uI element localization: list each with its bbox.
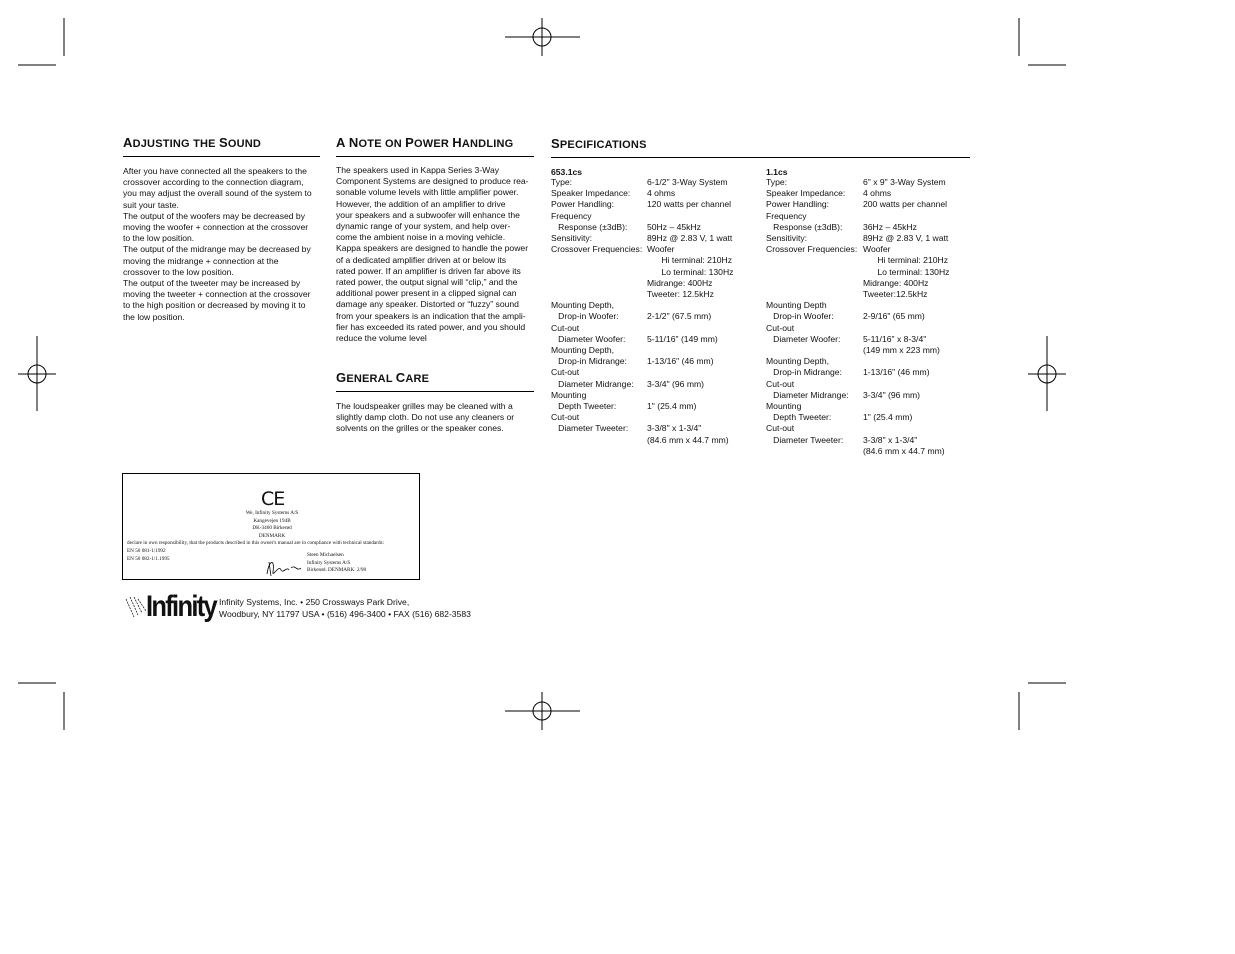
infinity-logo-mark-icon	[124, 595, 148, 621]
power-handling-body: The speakers used in Kappa Series 3-Way Component Systems are designed to produce rea- sonable volume levels with little amplifier power. However, the addition of an amplifier to drive your speakers and a subwoofer will enhance the dynamic range of your system, and help over- come the ambient noise in a moving vehicle. Kappa speakers are designed to handle the power of a dedicated amplifier driven at or below its rated power. If an amplifier is driven far above its rated power, the output signal will “clip,” and the additional power present in a clipped signal can damage any speaker. Distorted or “fuzzy” sound from your speakers is an indication that the ampli- fier has exceeded its rated power, and you should reduce the volume level	[336, 165, 529, 344]
infinity-logo: Infinity	[146, 590, 216, 623]
spec-labels-653-1cs: Type: Speaker Impedance: Power Handling: Frequency Response (±3dB): Sensitivity: Crossover Frequencies: Mounting Depth, Drop-in Woofer: Cut-out Diameter Woofer: Mounting Depth, Drop-in Midrange: Cut-out Diameter Midrange: Mounting Depth Tweeter: Cut-out Diameter Tweeter:	[551, 177, 643, 434]
registration-mark-top	[505, 18, 580, 56]
ce-mark-logo: CE	[261, 488, 285, 510]
power-handling-heading: A NOTE ON POWER HANDLING	[336, 135, 534, 157]
spec-values-653-1cs: 6-1/2" 3-Way System 4 ohms 120 watts per channel 50Hz – 45kHz 89Hz @ 2.83 V, 1 watt Woofer Hi terminal: 210Hz Lo terminal: 130Hz Midrange: 400Hz Tweeter: 12.5kHz 2-1/2" (67.5 mm) 5-11/16" (149 mm) 1-13/16" (46 mm) 3-3/4" (96 mm) 1" (25.4 mm) 3-3/8" x 1-3/4" (84.6 mm x 44.7 mm)	[647, 177, 734, 445]
spec-labels-1-1cs: Type: Speaker Impedance: Power Handling: Frequency Response (±3dB): Sensitivity: Crossover Frequencies: Mounting Depth Drop-in Woofer: Cut-out Diameter Woofer: Mounting Depth, Drop-in Midrange: Cut-out Diameter Midrange: Mounting Depth Tweeter: Cut-out Diameter Tweeter:	[766, 177, 858, 445]
adjusting-sound-heading: ADJUSTING THE SOUND	[123, 135, 320, 157]
declaration-statement: declare in own responsibility, that the products described in this owner's manual are in compliance with technical standards:	[127, 540, 385, 546]
signature-image	[263, 554, 303, 580]
registration-mark-bottom	[505, 692, 580, 730]
declaration-signatory: Steen Michaelsen Infinity Systems A/S Birkerød. DENMARK. 2/98	[307, 552, 367, 574]
spec-values-1-1cs: 6" x 9" 3-Way System 4 ohms 200 watts per channel 36Hz – 45kHz 89Hz @ 2.83 V, 1 watt Woofer Hi terminal: 210Hz Lo terminal: 130Hz Midrange: 400Hz Tweeter:12.5kHz 2-9/16" (65 mm) 5-11/16" x 8-3/4" (149 mm x 223 mm) 1-13/16" (46 mm) 3-3/4" (96 mm) 1" (25.4 mm) 3-3/8" x 1-3/4" (84.6 mm x 44.7 mm)	[863, 177, 950, 456]
registration-mark-left	[18, 336, 56, 411]
declaration-standards: EN 50 081-1/1992 EN 50 082-1/1.1995	[127, 548, 170, 562]
company-address: Infinity Systems, Inc. • 250 Crossways Park Drive, Woodbury, NY 11797 USA • (516) 496-3400 • FAX (516) 682-3583	[219, 597, 471, 619]
declaration-company: We, Infinity Systems A/S Kangevejen 194B DK-3460 Birkerød DENMARK	[245, 510, 299, 539]
general-care-body: The loudspeaker grilles may be cleaned with a slightly damp cloth. Do not use any cleaners or solvents on the grilles or the speaker cones.	[336, 401, 515, 434]
adjusting-sound-body: After you have connected all the speakers to the crossover according to the connection diagram, you may adjust the overall sound of the system to suit your taste. The output of the woofers may be decreased by moving the woofer + connection at the crossover to the low position. The output of the midrange may be decreased by moving the midrange + connection at the crossover to the low position. The output of the tweeter may be increased by moving the tweeter + connection at the crossover to the high position or decreased by moving it to the low position.	[123, 166, 312, 322]
spec-model-653-1cs: 653.1cs	[551, 167, 583, 177]
general-care-heading: GENERAL CARE	[336, 370, 534, 392]
registration-mark-right	[1028, 336, 1066, 411]
ce-declaration-box	[122, 473, 420, 580]
specifications-heading: SPECIFICATIONS	[551, 136, 970, 158]
spec-model-1-1cs: 1.1cs	[766, 167, 788, 177]
